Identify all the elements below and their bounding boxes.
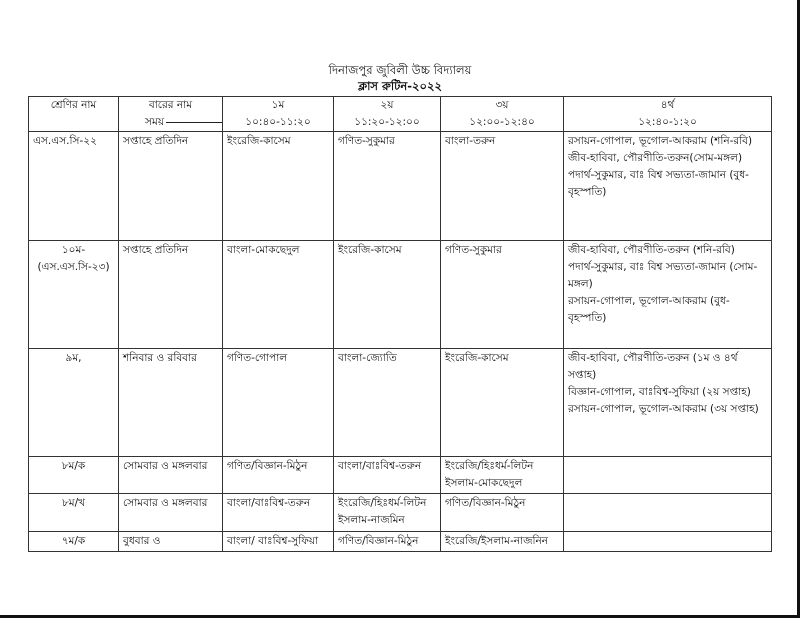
- period-1-cell: গণিত-গোপাল: [223, 349, 334, 457]
- table-row: [29, 349, 772, 457]
- subject-group: রসায়ন-গোপাল, ভূগোল-আকরাম (বুধ-বৃহস্পতি): [568, 295, 730, 324]
- period-4-cell: [564, 241, 772, 349]
- header-row: [29, 97, 772, 132]
- days-cell: সোমবার ও মঙ্গলবার: [119, 494, 223, 532]
- period-4-cell: [564, 457, 772, 494]
- class-cell: ৯ম,: [29, 349, 119, 457]
- period-time: ১১:২০-১২:০০: [354, 116, 420, 128]
- period-2-cell: গণিত/বিজ্ঞান-মিঠুন: [334, 532, 441, 552]
- table-row: [29, 532, 772, 552]
- class-cell: ১০ম-(এস.এস.সি-২৩): [29, 241, 119, 349]
- days-cell: সোমবার ও মঙ্গলবার: [119, 457, 223, 494]
- class-cell: এস.এস.সি-২২: [29, 132, 119, 241]
- header-day-name: বারের নাম: [148, 99, 193, 111]
- period-2-cell: ইংরেজি-কাসেম: [334, 241, 441, 349]
- header-class-name: শ্রেণির নাম: [29, 97, 119, 132]
- header-period-1: [223, 97, 334, 132]
- routine-title: ক্লাস রুটিন-২০২২: [358, 79, 442, 93]
- period-1-cell: ইংরেজি-কাসেম: [223, 132, 334, 241]
- class-cell: ৮ম/খ: [29, 494, 119, 532]
- table-row: [29, 241, 772, 349]
- period-1-cell: বাংলা-মোকছেদুল: [223, 241, 334, 349]
- days-cell: বুধবার ও: [119, 532, 223, 552]
- subject-group: রসায়ন-গোপাল, ভূগোল-আকরাম (৩য় সপ্তাহ): [568, 403, 759, 415]
- school-name: দিনাজপুর জুবিলী উচ্চ বিদ্যালয়: [328, 63, 472, 77]
- period-time: ১২:০০-১২:৪০: [469, 116, 535, 128]
- subject-group: পদার্থ-সুকুমার, বাঃ বিশ্ব সভ্যতা-জামান (বুধ-বৃহস্পতি): [568, 169, 749, 198]
- period-2-cell: ইংরেজি/হিঃধর্ম-লিটন ইসলাম-নাজমিন: [334, 494, 441, 532]
- period-4-cell: [564, 532, 772, 552]
- subject-group: জীব-হাবিবা, পৌরণীতি-তরুন(সোম-মঙ্গল): [568, 152, 743, 164]
- days-cell: সপ্তাহে প্রতিদিন: [119, 132, 223, 241]
- days-cell: সপ্তাহে প্রতিদিন: [119, 241, 223, 349]
- header-period-4: [564, 97, 772, 132]
- header-time-label: সময়: [145, 116, 164, 128]
- subject-group: বিজ্ঞান-গোপাল, বাঃবিশ্ব-সুফিয়া (২য় সপ্তাহ): [568, 386, 751, 398]
- period-name: ৪র্থ: [660, 99, 675, 111]
- subject-group: জীব-হাবিবা, পৌরণীতি-তরুন (শনি-রবি): [568, 244, 735, 256]
- period-1-cell: বাংলা/বাঃবিশ্ব-তরুন: [223, 494, 334, 532]
- period-3-cell: গণিত-সুকুমার: [441, 241, 564, 349]
- period-time: ১০:৪০-১১:২০: [245, 116, 311, 128]
- period-name: ৩য়: [495, 99, 509, 111]
- class-routine-table: [28, 96, 772, 552]
- period-4-cell: [564, 132, 772, 241]
- period-4-cell: [564, 349, 772, 457]
- subject-group: জীব-হাবিবা, পৌরণীতি-তরুন (১ম ও ৪র্থ সপ্তাহ): [568, 352, 738, 381]
- subject-group: রসায়ন-গোপাল, ভূগোল-আকরাম (শনি-রবি): [568, 135, 753, 147]
- period-3-cell: বাংলা-তরুন: [441, 132, 564, 241]
- class-cell: ৭ম/ক: [29, 532, 119, 552]
- header-period-3: [441, 97, 564, 132]
- table-row: [29, 457, 772, 494]
- period-3-cell: গণিত/বিজ্ঞান-মিঠুন: [441, 494, 564, 532]
- period-1-cell: বাংলা/ বাঃবিশ্ব-সুফিয়া: [223, 532, 334, 552]
- table-row: [29, 132, 772, 241]
- days-cell: শনিবার ও রবিবার: [119, 349, 223, 457]
- arrow-right-icon: [166, 122, 223, 123]
- period-1-cell: গণিত/বিজ্ঞান-মিঠুন: [223, 457, 334, 494]
- period-name: ১ম: [271, 99, 285, 111]
- period-3-cell: ইংরেজি-কাসেম: [441, 349, 564, 457]
- period-name: ২য়: [380, 99, 394, 111]
- period-2-cell: গণিত-সুকুমার: [334, 132, 441, 241]
- header-period-2: [334, 97, 441, 132]
- table-row: [29, 494, 772, 532]
- period-4-cell: [564, 494, 772, 532]
- period-3-cell: ইংরেজি/হিঃধর্ম-লিটন ইসলাম-মোকছেদুল: [441, 457, 564, 494]
- header-day-time: [119, 97, 223, 132]
- class-cell: ৮ম/ক: [29, 457, 119, 494]
- subject-group: পদার্থ-সুকুমার, বাঃ বিশ্ব সভ্যতা-জামান (সোম-মঙ্গল): [568, 261, 758, 290]
- period-2-cell: বাংলা/বাঃবিশ্ব-তরুন: [334, 457, 441, 494]
- period-3-cell: ইংরেজি/ইসলাম-নাজনিন: [441, 532, 564, 552]
- period-2-cell: বাংলা-জ্যোতি: [334, 349, 441, 457]
- period-time: ১২:৪০-১:২০: [638, 116, 697, 128]
